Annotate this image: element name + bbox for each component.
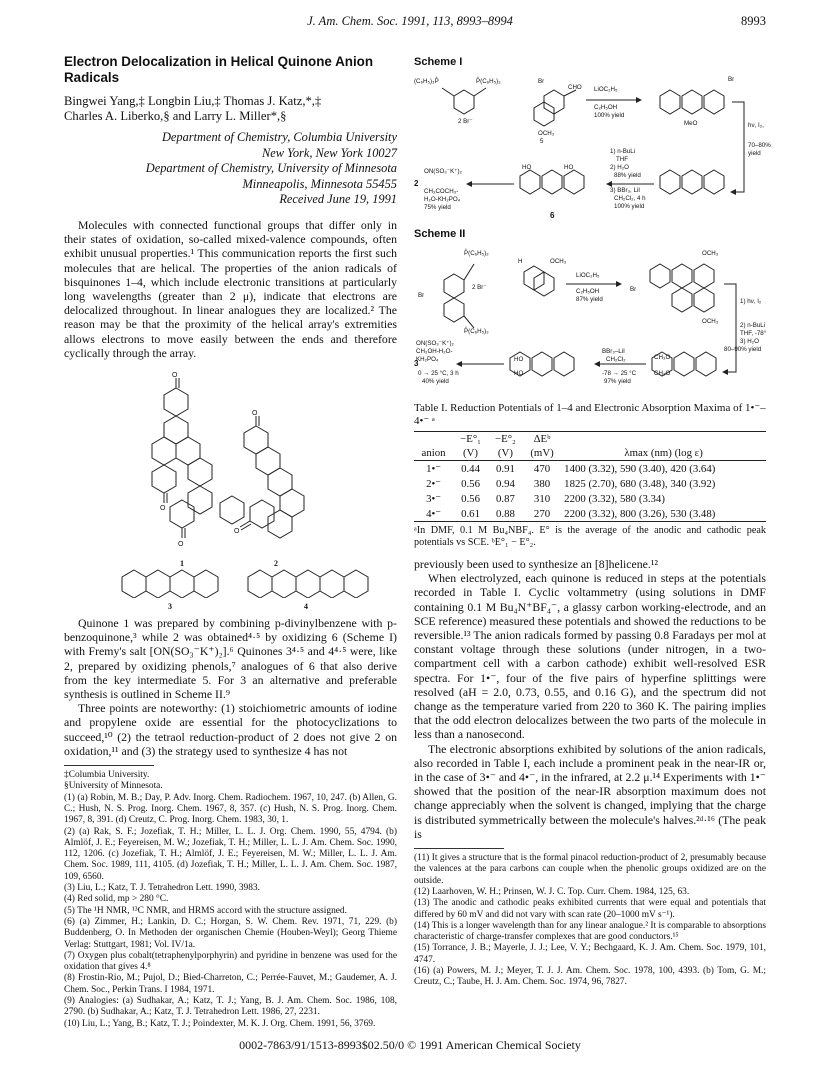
- e2-cell: 0.87: [495, 492, 515, 505]
- footnote: (14) This is a longer wavelength than for any linear analogue.² It is comparable to absorptions characteristic of charge-transfer complexes that are good conductors.¹⁵: [414, 920, 767, 943]
- structure-label-4: 4: [304, 602, 308, 612]
- table-header-cell: λmax (nm) (log ε): [561, 446, 766, 461]
- table-header-cell: −E°₂: [495, 433, 516, 445]
- scheme2-reagent-2: P̊(C₆H₅)₃: [464, 328, 489, 335]
- scheme1-reagent-3: 2 Br⁻: [458, 118, 473, 125]
- svg-text:O: O: [234, 528, 240, 536]
- scheme1-cond-3f: CH₂Cl₂, 4 h: [614, 195, 646, 202]
- structure-label-3: 3: [168, 602, 172, 612]
- table-row: [414, 476, 766, 491]
- scheme1-br-top: Br: [728, 76, 735, 83]
- absorption-cell: 1400 (3.32), 590 (3.40), 420 (3.64): [564, 462, 716, 475]
- table-header-row-1: [414, 432, 766, 447]
- footnote: (13) The anodic and cathodic peaks exhibited currents that were equal and potentials that differed by 60 mV and did not vary with scan rate (20–1000 mV s⁻¹).: [414, 898, 766, 920]
- structure-1: [152, 372, 212, 548]
- footnote: (12) Laarhoven, W. H.; Prinsen, W. J. C. Top. Curr. Chem. 1984, 125, 63.: [414, 886, 690, 897]
- footnote: (11) It gives a structure that is the formal pinacol reduction-product of 2, presumably because the valences at the para carbons can couple when the phenolic groups oxidized are on the outside.: [414, 853, 766, 886]
- journal-citation: J. Am. Chem. Soc. 1991, 113, 8993–8994: [307, 14, 513, 28]
- e1-cell: 0.56: [461, 492, 480, 505]
- table-header-cell: (V): [488, 446, 523, 461]
- scheme1-reagent-6: OCH₃: [538, 130, 555, 137]
- footnote: §University of Minnesota.: [64, 781, 163, 792]
- received-date: Received June 19, 1991: [279, 192, 397, 206]
- footnote: (15) Torrance, J. B.; Mayerle, J. J.; Lee, V. Y.; Bechgaard, K. J. Am. Chem. Soc. 1979, 101, 4747.: [414, 943, 766, 965]
- anion-cell: 2•⁻: [426, 478, 441, 490]
- scheme1-cond-2b: 70–80%: [748, 142, 771, 149]
- scheme2-ch3o-2: CH₃O: [654, 370, 671, 377]
- paragraph-5: When electrolyzed, each quinone is reduced in steps at the potentials recorded in Table I. Cyclic voltammetry (using solutions in DMF containing 0.1 M Bu₄N⁺BF₄⁻, a glassy carbon working-electrode, and an SCE reference) measured these potentials and showed the reductions to be reversible.¹³ The anion radicals formed by passing 0.8 Faradays per mol at constant voltage through these solutions (under nitrogen, in a two-compartment cell with a carbon cathode) exhibit well-resolved ESR spectra. For 1•⁻, four of the five pairs of hyperfine splittings were resolved (aH = 2.0, 0.73, 0.55, and 0.16 G), and the spectrum did not change as the temperature varied from 220 to 360 K. The pairing implies that the odd electron delocalizes between the two parts of the molecule in less than a nanosecond.: [414, 571, 766, 742]
- scheme-1: [414, 72, 771, 222]
- scheme1-cond-3c: 2) H₂O: [610, 164, 629, 171]
- scheme1-compound-5: 5: [540, 138, 544, 145]
- left-column: [64, 54, 397, 1030]
- table-header-cell: anion: [414, 446, 453, 461]
- scheme2-cond-2d: THF, -78°: [740, 330, 767, 337]
- scheme1-cond-3b: THF: [616, 156, 629, 163]
- footnote: (2) (a) Rak, S. F.; Jozefiak, T. H.; Miller, L. L. J. Org. Chem. 1990, 55, 4794. (b) Almlöf, J. E.; Feyereisen, M. W.; Jozefiak, T. H.; Miller, L. L. J. Am. Chem. Soc. 1990, 112, 1206. (c) Jozefiak, T. H.; Almlöf, J. E.; Feyereisen, M. W.; Miller, L. L. J. Am. Chem. Soc. 1989, 111, 4105. (d) Jozefiak, T. H.; Miller, L. L. J. Am. Chem. Soc. 1987, 109, 6560.: [64, 826, 397, 882]
- e2-cell: 0.91: [495, 462, 515, 475]
- quinone-structures-drawing-lower: [64, 566, 397, 598]
- scheme-2: [414, 244, 766, 396]
- scheme1-cond-2a: hν, I₂,: [748, 122, 764, 129]
- running-header: [0, 14, 820, 34]
- e2-cell: 0.88: [495, 507, 515, 520]
- scheme1-reagent-2: P̊(C₆H₅)₃: [476, 78, 501, 85]
- footnotes-right: [414, 853, 766, 989]
- scheme1-compound-6: 6: [550, 211, 555, 220]
- table-row: [414, 461, 766, 477]
- scheme2-reagent-8: OCH₃: [702, 318, 719, 325]
- scheme1-reagent-1: (C₆H₅)₃P̊: [414, 78, 439, 85]
- scheme2-ho-1: HO: [514, 356, 524, 363]
- scheme2-cond-4c: -78 → 25 °C: [602, 370, 637, 377]
- table-1-footnote: ᵃIn DMF, 0.1 M Bu₄NBF₄. E° is the average of the anodic and cathodic peak potentials vs SCE. ᵇE°₁ − E°₂.: [414, 525, 766, 548]
- footnote-rule: [64, 765, 154, 766]
- scheme1-cond-4a: ON(SO₃⁻K⁺)₂: [424, 168, 462, 175]
- e1-cell: 0.44: [461, 462, 480, 475]
- table-1-caption: Table I. Reduction Potentials of 1–4 and Electronic Absorption Maxima of 1•⁻–4•⁻ ᵃ: [414, 402, 766, 427]
- structure-2: [220, 410, 304, 538]
- scheme2-cond-2e: 3) H₂O: [740, 338, 759, 345]
- scheme1-reagent-4: Br: [538, 78, 545, 85]
- scheme1-compound-2: 2: [414, 179, 419, 188]
- scheme2-cond-2f: 80–90% yield: [724, 346, 762, 353]
- footnote: (5) The ¹H NMR, ¹³C NMR, and HRMS accord with the structure assigned.: [64, 905, 347, 916]
- scheme2-cond-3b: CH₃OH-H₂O-: [416, 348, 453, 355]
- scheme2-cond-1a: LiOC₂H₅: [576, 272, 600, 279]
- scheme1-cond-4c: H₂O-KH₂PO₄: [424, 196, 461, 203]
- table-header-cell: (mV): [523, 446, 561, 461]
- table-header-cell: [561, 432, 766, 447]
- table-row: [414, 506, 766, 522]
- structure-4: [248, 570, 368, 598]
- right-column: [414, 54, 771, 989]
- affiliation-4: Minneapolis, Minnesota 55455: [242, 176, 397, 191]
- footnote: (16) (a) Powers, M. J.; Meyer, T. J. J. Am. Chem. Soc. 1978, 100, 4393. (b) Tom, G. M.; Creutz, C.; Taube, H. J. Am. Chem. Soc. 1974, 96, 7827.: [414, 966, 766, 988]
- e1-cell: 0.56: [461, 477, 480, 490]
- scheme2-cond-4d: 97% yield: [604, 378, 631, 385]
- svg-text:O: O: [178, 541, 184, 549]
- scheme-1-drawing: [414, 72, 766, 222]
- paragraph-4: previously been used to synthesize an [8]helicene.¹²: [414, 557, 658, 571]
- scheme1-cond-1c: 100% yield: [594, 112, 625, 119]
- scheme1-cond-4d: 75% yield: [424, 204, 451, 211]
- scheme1-ho-1: HO: [522, 164, 532, 171]
- delta-e-cell: 270: [533, 507, 551, 520]
- quinone-structures-figure: [64, 370, 397, 598]
- scheme1-cond-3a: 1) n-BuLi: [610, 148, 636, 155]
- footnote: (1) (a) Robin, M. B.; Day, P. Adv. Inorg. Chem. Radiochem. 1967, 10, 247. (b) Allen, G. C.; Hush, N. S. Prog. Inorg. Chem. 1967, 8, 357. (c) Hush, N. S. Prog. Inorg. Chem. 1967, 8, 391. (d) Creutz, C. Prog. Inorg. Chem. 1983, 30, 1.: [64, 792, 397, 826]
- structure-label-1: 1: [180, 559, 184, 569]
- svg-text:O: O: [160, 505, 166, 513]
- scheme2-cond-4b: CH₂Cl₂: [606, 356, 626, 363]
- scheme2-cond-3a: ON(SO₃⁻K⁺)₂: [416, 340, 454, 347]
- structure-labels-row: [64, 602, 397, 616]
- article-title: Electron Delocalization in Helical Quinone Anion Radicals: [64, 54, 374, 85]
- scheme2-ho-2: HO: [514, 370, 524, 377]
- footnote: (7) Oxygen plus cobalt(tetraphenylporphyrin) and pyridine in benzene was used for the oxidation that gives 4.⁸: [64, 950, 397, 973]
- scheme2-ch3o-1: CH₃O: [654, 354, 671, 361]
- paragraph-2: Quinone 1 was prepared by combining p-divinylbenzene with p-benzoquinone,³ while 2 was obtained⁴·⁵ by oxidizing 6 (Scheme I) with Fremy's salt [ON(SO₃⁻K⁺)₂].⁶ Quinones 3⁴·⁵ and 4⁴·⁵ were, like 2, prepared by oxidizing phenols,⁷ analogues of 6 that also derive from the key intermediate 5. For 3 an alternative and preferable synthesis is outlined in Scheme II.⁹: [64, 616, 397, 702]
- table-header-row-2: [414, 446, 766, 461]
- delta-e-cell: 380: [533, 477, 551, 490]
- structure-3: [122, 570, 218, 598]
- scheme2-cond-3d: 0 → 25 °C, 3 h: [418, 370, 459, 377]
- scheme1-cond-3g: 100% yield: [614, 203, 645, 210]
- delta-e-cell: 470: [533, 462, 551, 475]
- scheme2-compound-3: 3: [414, 359, 419, 368]
- absorption-cell: 1825 (2.70), 680 (3.48), 340 (3.92): [564, 477, 716, 490]
- table-header-cell: −E°₁: [460, 433, 481, 445]
- table-header-cell: (V): [453, 446, 488, 461]
- scheme2-reagent-7: OCH₃: [702, 250, 719, 257]
- footnote: (8) Frostin-Rio, M.; Pujol, D.; Bied-Charreton, C.; Perrée-Fauvet, M.; Gaudemer, A. J. Chem. Soc., Perkin Trans. I 1984, 1971.: [64, 973, 397, 995]
- authors-line-2: Charles A. Liberko,§ and Larry L. Miller*,§: [64, 109, 287, 123]
- scheme-1-label: Scheme I: [414, 56, 463, 68]
- scheme1-cond-3d: 88% yield: [614, 172, 641, 179]
- structure-label-2: 2: [274, 559, 278, 569]
- scheme2-cond-2a: 1) hν, I₂: [740, 298, 762, 305]
- table-row: [414, 491, 766, 506]
- copyright-footer: 0002-7863/91/1513-8993$02.50/0 © 1991 American Chemical Society: [239, 1038, 581, 1052]
- scheme2-cond-3c: KH₂PO₄: [416, 356, 439, 363]
- scheme1-meo: MeO: [684, 120, 698, 127]
- scheme1-ho-2: HO: [564, 164, 574, 171]
- table-1: [414, 431, 766, 522]
- absorption-cell: 2200 (3.32), 580 (3.34): [564, 492, 665, 505]
- anion-cell: 1•⁻: [426, 463, 441, 475]
- scheme2-reagent-4: H: [518, 258, 523, 265]
- scheme2-cond-1c: 87% yield: [576, 296, 603, 303]
- scheme1-cond-2c: yield: [748, 150, 761, 157]
- scheme1-cond-1a: LiOC₂H₅: [594, 86, 618, 93]
- footnote: (10) Liu, L.; Yang, B.; Katz, T. J.; Poindexter, M. K. J. Org. Chem. 1991, 56, 3769.: [64, 1018, 376, 1029]
- affiliation-2: New York, New York 10027: [261, 145, 397, 160]
- scheme2-cond-1b: C₂H₅OH: [576, 288, 600, 295]
- e2-cell: 0.94: [495, 477, 515, 490]
- absorption-cell: 2200 (3.32), 800 (3.26), 530 (3.48): [564, 507, 716, 520]
- footnote: (3) Liu, L.; Katz, T. J. Tetrahedron Lett. 1990, 3983.: [64, 883, 260, 894]
- footnote: (6) (a) Zimmer, H.; Lankin, D. C.; Horgan, S. W. Chem. Rev. 1971, 71, 229. (b) Buddenberg, O. In Methoden der organischen Chemie (Houben-Weyl); Georg Thieme Verlag: Stuttgart, 1981; Vol. IV/1a.: [64, 916, 397, 950]
- scheme2-br: Br: [630, 286, 637, 293]
- paragraph-1: Molecules with connected functional groups that differ only in their states of oxidation, so-called mixed-valence compounds, often exhibit unusual properties.¹ This communication reports the first such molecules that are helical. The properties of the anion radicals of bisquinones 1–4, which include electronic transitions at particularly long wavelengths (greater than 2 μ), indicate that electrons are delocalized throughout. In linear analogues they are localized.² The reason may be that the proximity of the helical array's extremities allows electrons to move easily between the ends and therefore cyclically through the array.: [64, 218, 397, 360]
- scheme2-cond-2c: 2) n-BuLi: [740, 322, 766, 329]
- table-header-cell: ΔEᵇ: [533, 433, 551, 445]
- footnote: (9) Analogies: (a) Sudhakar, A.; Katz, T. J.; Yang, B. J. Am. Chem. Soc. 1986, 108, 2790. (b) Sudhakar, A.; Katz, T. J. Tetrahedron Lett. 1986, 27, 2231.: [64, 996, 397, 1018]
- anion-cell: 4•⁻: [426, 508, 441, 520]
- footnotes-left: [64, 770, 397, 1030]
- e1-cell: 0.61: [461, 507, 480, 520]
- affiliation-3: Department of Chemistry, University of Minnesota: [145, 161, 397, 175]
- authors-line-1: Bingwei Yang,‡ Longbin Liu,‡ Thomas J. Katz,*,‡: [64, 94, 322, 108]
- footnote: (4) Red solid, mp > 280 °C.: [64, 894, 169, 905]
- scheme2-reagent-6: OCH₃: [550, 258, 567, 265]
- scheme-2-label: Scheme II: [414, 228, 466, 240]
- quinone-structures-drawing: [64, 370, 397, 598]
- scheme2-cond-3e: 40% yield: [422, 378, 449, 385]
- scheme1-cond-3e: 3) BBr₃, LiI: [610, 187, 641, 194]
- delta-e-cell: 310: [533, 492, 551, 505]
- author-list: [64, 94, 397, 124]
- paragraph-3: Three points are noteworthy: (1) stoichiometric amounts of iodine and propylene oxide are essential for the photocyclizations to succeed,¹⁰ (2) the tetraol reduction-product of 2 does not give 2 on oxidation,¹¹ and (3) the strategy used to synthesize 4 has not: [64, 701, 397, 758]
- footnote: ‡Columbia University.: [64, 770, 150, 781]
- footnote-rule-right: [414, 848, 504, 849]
- scheme2-reagent-1: P̊(C₆H₅)₃: [464, 250, 489, 257]
- scheme1-cond-4b: CH₃COCH₃-: [424, 188, 459, 195]
- paragraph-6: The electronic absorptions exhibited by solutions of the anion radicals, also recorded in Table I, each include a prominent peak in the near-IR or, in the case of 3•⁻ and 4•⁻, in the infrared, at 2.2 μ.¹⁴ Experiments with 1•⁻ showed that the position of the near-IR absorption maximum does not change appreciably when the solvent is changed, implying that the charge is distributed symmetrically between the molecule's halves.²ᵈ·¹⁶ (The peak is: [414, 741, 766, 841]
- affiliation-1: Department of Chemistry, Columbia University: [161, 130, 397, 144]
- table-header-cell: [414, 432, 453, 447]
- scheme1-cond-1b: C₂H₅OH: [594, 104, 618, 111]
- scheme2-reagent-3: 2 Br⁻: [472, 284, 487, 291]
- svg-text:O: O: [252, 410, 258, 418]
- svg-text:O: O: [172, 372, 178, 380]
- scheme1-reagent-5: CHO: [568, 84, 582, 91]
- anion-cell: 3•⁻: [426, 493, 441, 505]
- scheme2-cond-4a: BBr₃–LiI: [602, 348, 625, 355]
- page-number: 8993: [741, 14, 766, 28]
- scheme2-reagent-5: Br: [418, 292, 425, 299]
